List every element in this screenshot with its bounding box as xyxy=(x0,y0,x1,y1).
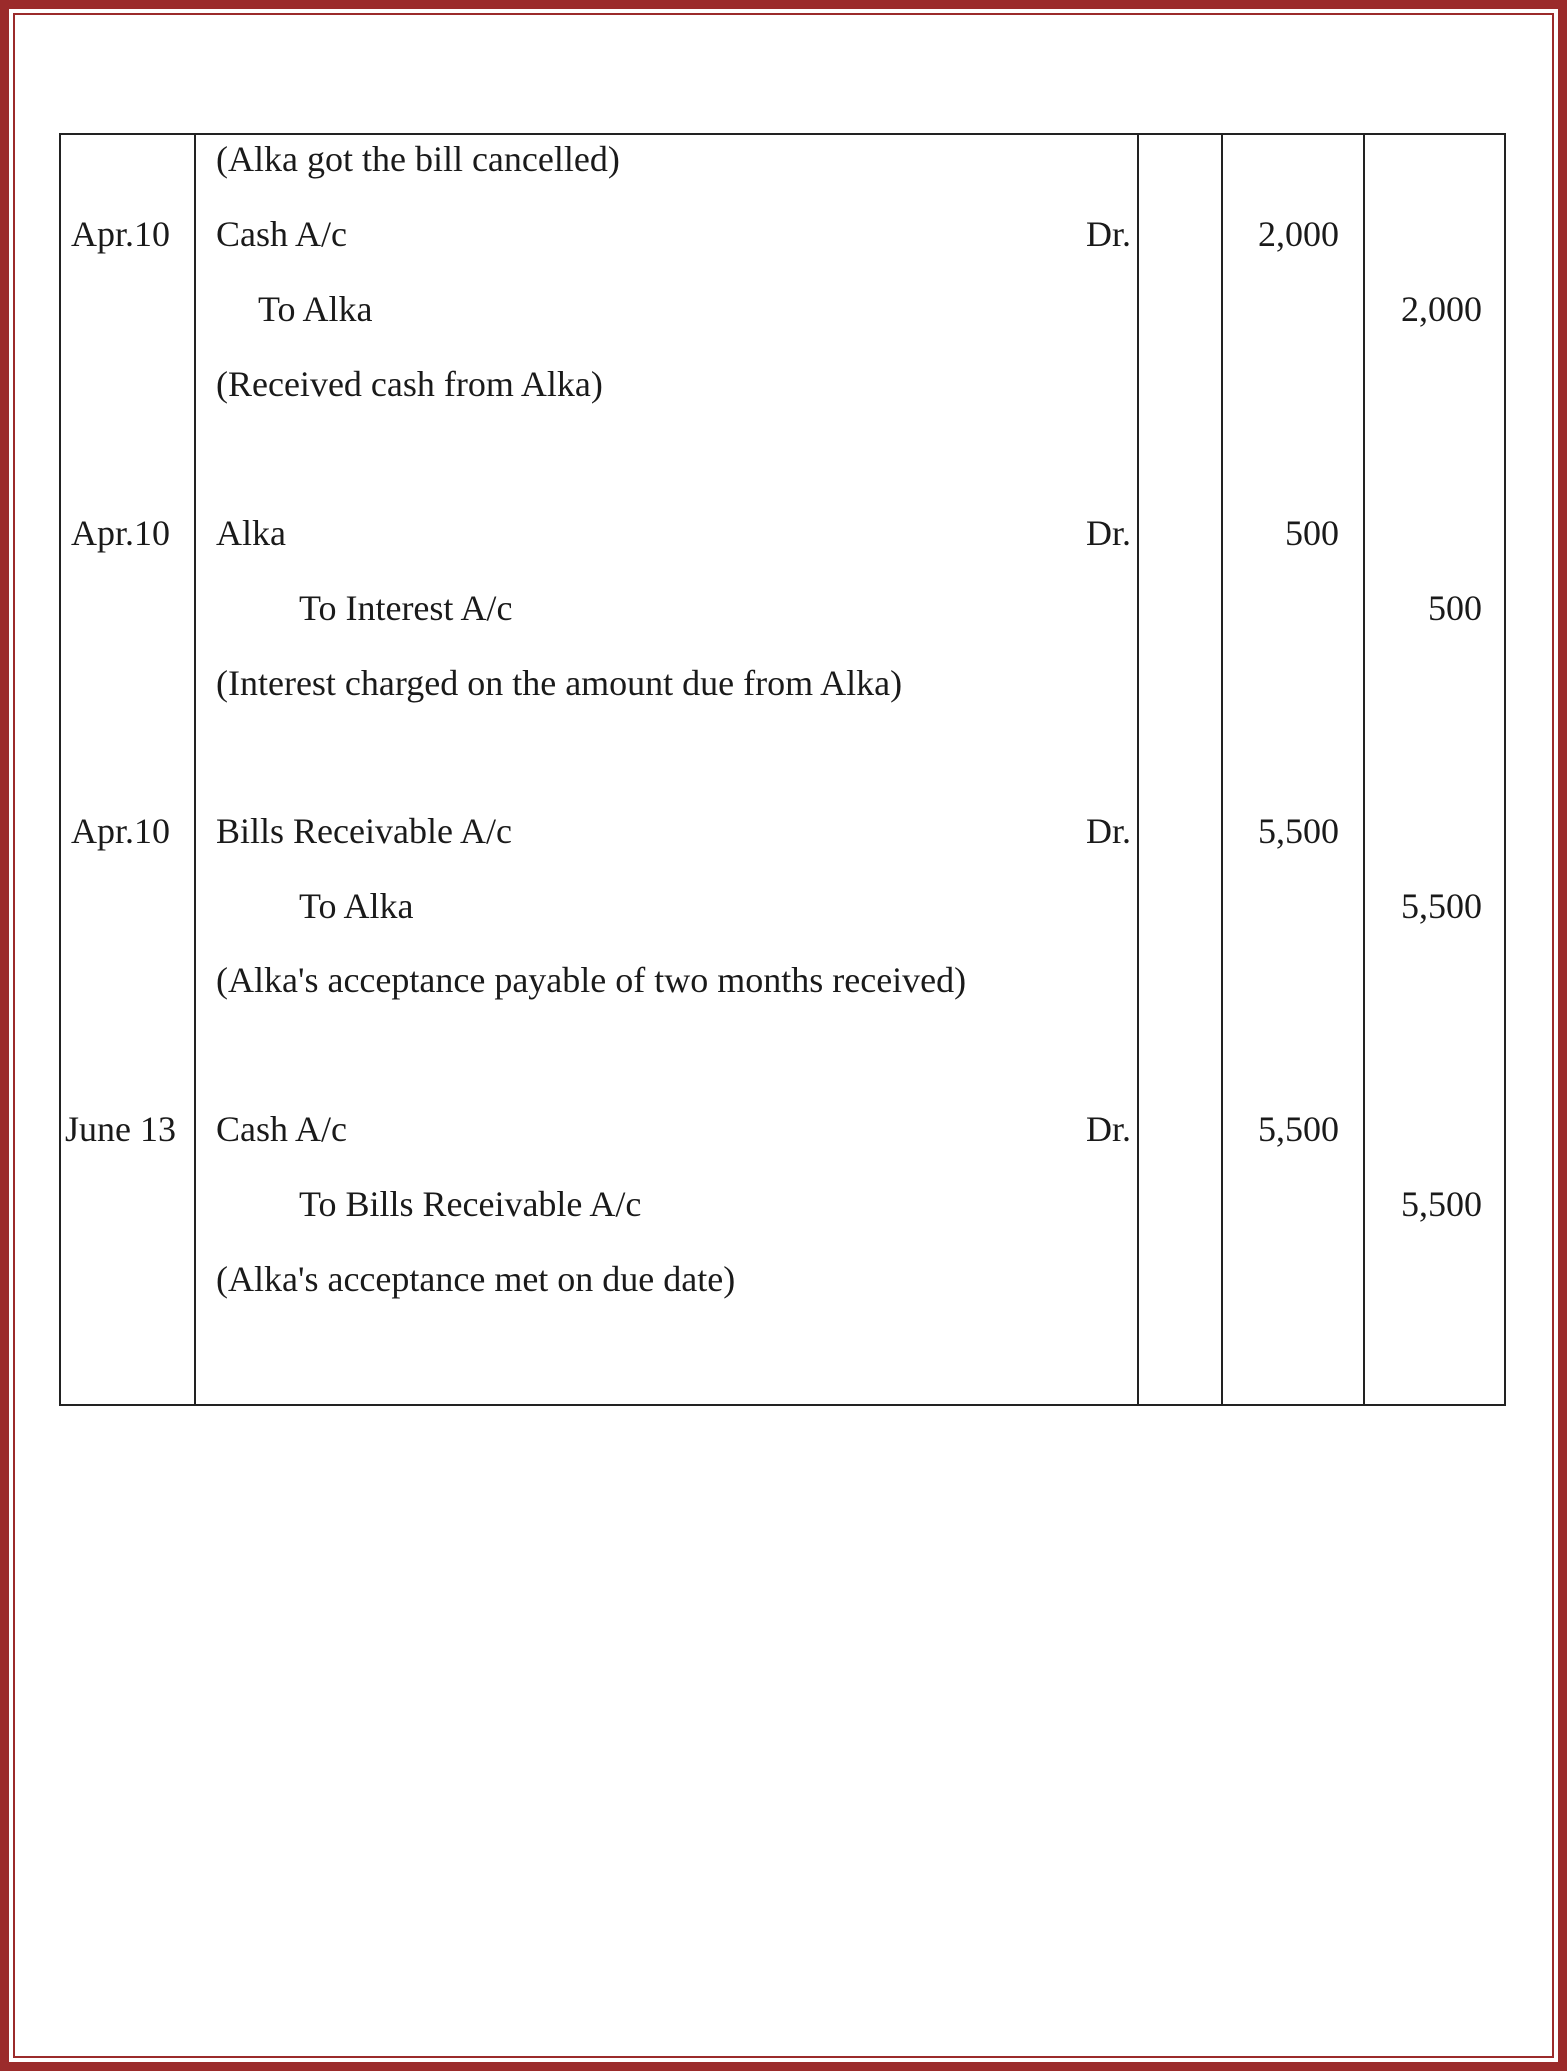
dr-label: Dr. xyxy=(1086,811,1131,851)
credit-account: To Bills Receivable A/c xyxy=(299,1184,642,1224)
debit-amount: 5,500 xyxy=(1258,1109,1339,1149)
entry-date: Apr.10 xyxy=(71,214,170,254)
credit-amount: 2,000 xyxy=(1401,289,1482,329)
entry-date: June 13 xyxy=(65,1109,176,1149)
dr-label: Dr. xyxy=(1086,1109,1131,1149)
column-divider-particulars xyxy=(1137,135,1139,1404)
debit-account: Cash A/c xyxy=(216,1109,347,1149)
narration: (Received cash from Alka) xyxy=(216,364,603,404)
column-divider-lf xyxy=(1221,135,1223,1404)
journal-table xyxy=(59,133,1506,1406)
credit-amount: 5,500 xyxy=(1401,1184,1482,1224)
debit-amount: 500 xyxy=(1285,513,1339,553)
debit-amount: 2,000 xyxy=(1258,214,1339,254)
narration: (Alka's acceptance met on due date) xyxy=(216,1259,736,1299)
opening-narration: (Alka got the bill cancelled) xyxy=(216,139,620,179)
column-divider-debit xyxy=(1363,135,1365,1404)
narration: (Interest charged on the amount due from Alka) xyxy=(216,663,903,703)
column-divider-date xyxy=(194,135,196,1404)
debit-account: Bills Receivable A/c xyxy=(216,811,512,851)
credit-amount: 5,500 xyxy=(1401,886,1482,926)
credit-account: To Alka xyxy=(258,289,373,329)
entry-date: Apr.10 xyxy=(71,811,170,851)
dr-label: Dr. xyxy=(1086,214,1131,254)
entry-date: Apr.10 xyxy=(71,513,170,553)
debit-account: Alka xyxy=(216,513,286,553)
credit-amount: 500 xyxy=(1428,588,1482,628)
dr-label: Dr. xyxy=(1086,513,1131,553)
debit-amount: 5,500 xyxy=(1258,811,1339,851)
credit-account: To Alka xyxy=(299,886,414,926)
debit-account: Cash A/c xyxy=(216,214,347,254)
credit-account: To Interest A/c xyxy=(299,588,513,628)
narration: (Alka's acceptance payable of two months received) xyxy=(216,960,967,1000)
